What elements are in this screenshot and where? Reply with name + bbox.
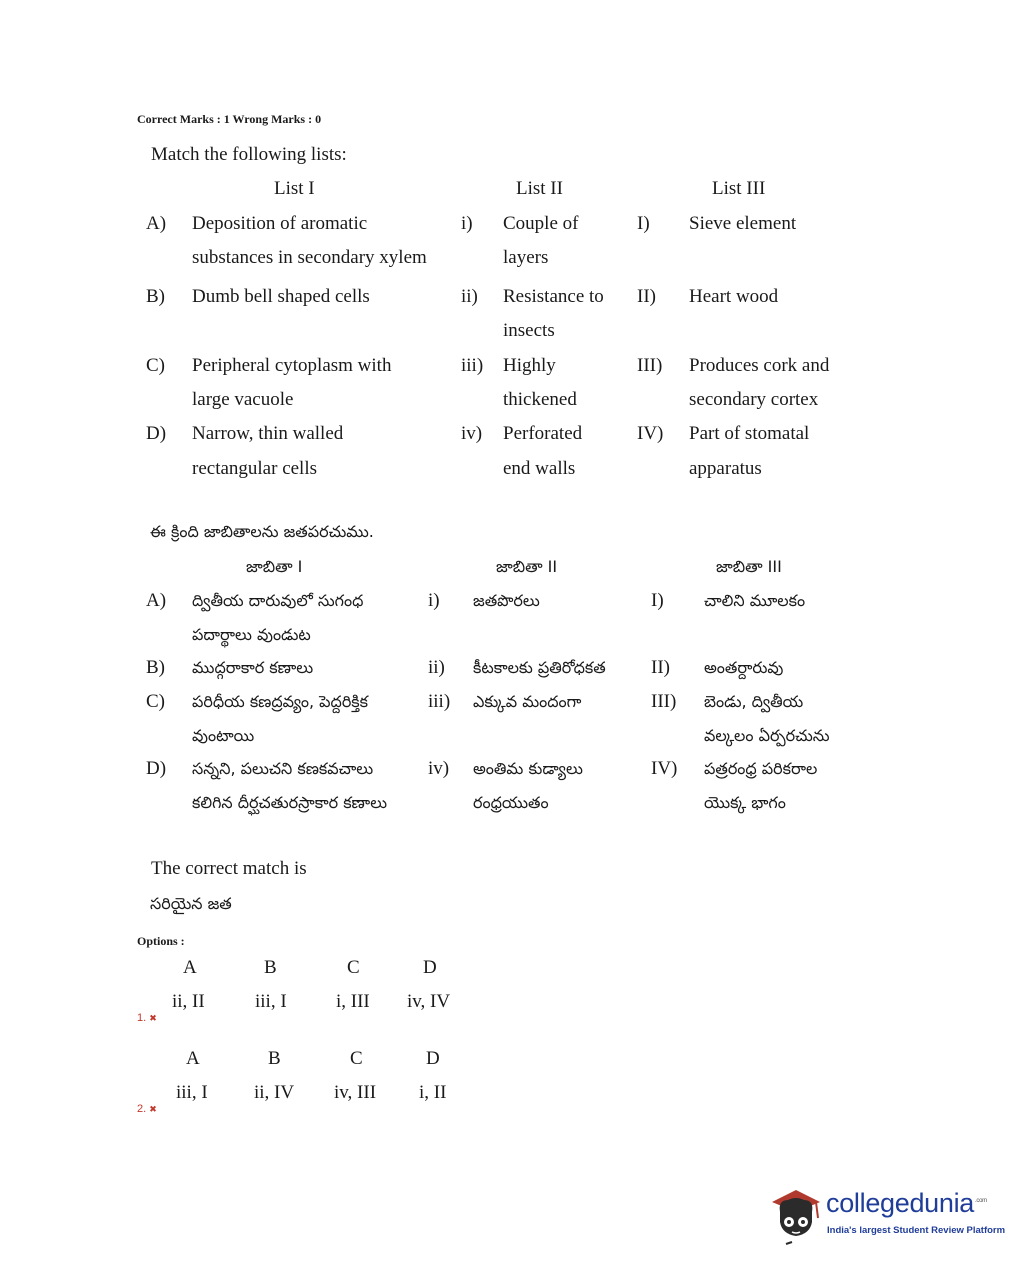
options-label: Options : xyxy=(137,934,185,948)
row-key: A) xyxy=(146,213,167,234)
option-2-value-b: ii, IV xyxy=(254,1082,295,1103)
list-3-text-telugu: పత్రరంధ్ర పరికరాల xyxy=(704,759,818,778)
row-key: D) xyxy=(146,423,167,444)
list-2-text: thickened xyxy=(503,389,577,410)
list-2-header: List II xyxy=(516,178,563,199)
answer-prompt: The correct match is xyxy=(151,858,307,879)
option-1-value-a: ii, II xyxy=(172,991,205,1012)
list-1-text-telugu: ద్వితీయ దారువులో సుగంధ xyxy=(192,591,364,610)
list-3-text-telugu: యొక్క భాగం xyxy=(704,793,786,812)
list-3-key: IV) xyxy=(637,423,664,444)
list-3-text: secondary cortex xyxy=(689,389,819,410)
answer-prompt-telugu: సరియైన జత xyxy=(150,894,232,913)
list-3-text: apparatus xyxy=(689,458,762,479)
list-3-text-telugu: అంతర్దారువు xyxy=(704,658,784,677)
option-2-value-a: iii, I xyxy=(176,1082,208,1103)
option-1-value-c: i, III xyxy=(336,991,370,1012)
option-1-header-a: A xyxy=(183,957,197,978)
list-2-text-telugu: అంతిమ కుడ్యాలు xyxy=(473,759,583,778)
list-3-text: Part of stomatal xyxy=(689,423,810,444)
list-2-text: layers xyxy=(503,247,549,268)
list-2-key: ii) xyxy=(461,286,478,307)
list-3-text: Sieve element xyxy=(689,213,797,234)
list-2-header-telugu: జాబితా II xyxy=(496,557,558,576)
list-1-text-telugu: సన్నని, పలుచని కణకవచాలు xyxy=(192,759,374,778)
option-1-number: 1. xyxy=(137,1012,147,1024)
list-1-text: substances in secondary xylem xyxy=(192,247,427,268)
list-2-key: ii) xyxy=(428,657,445,678)
option-2-header-b: B xyxy=(268,1048,281,1069)
list-3-text-telugu: చాలిని మూలకం xyxy=(704,591,806,610)
list-3-key: II) xyxy=(637,286,656,307)
list-1-text: Peripheral cytoplasm with xyxy=(192,355,392,376)
list-2-key: iv) xyxy=(461,423,483,444)
list-2-key: i) xyxy=(428,590,440,611)
list-1-text-telugu: పరిధీయ కణద్రవ్యం, పెద్దరిక్తిక xyxy=(192,692,369,711)
option-2-marker[interactable] xyxy=(137,1103,157,1115)
option-2-number: 2. xyxy=(137,1103,147,1115)
list-3-key: III) xyxy=(651,691,677,712)
list-2-text: Perforated xyxy=(503,423,583,444)
list-1-text: Narrow, thin walled xyxy=(192,423,344,444)
row-key: B) xyxy=(146,286,165,307)
option-1-marker[interactable] xyxy=(137,1012,157,1024)
list-2-text-telugu: రంధ్రయుతం xyxy=(473,793,549,812)
list-1-text-telugu: ముద్గరాకార కణాలు xyxy=(192,658,314,677)
list-3-key: III) xyxy=(637,355,663,376)
list-1-header: List I xyxy=(274,178,315,199)
row-key: B) xyxy=(146,657,165,678)
list-3-text-telugu: వల్కలం ఏర్పరచును xyxy=(704,726,830,745)
list-2-text-telugu: ఎక్కువ మందంగా xyxy=(473,692,582,711)
cross-icon: ✖ xyxy=(149,1104,157,1114)
marks-info: Correct Marks : 1 Wrong Marks : 0 xyxy=(137,112,322,126)
list-3-text: Produces cork and xyxy=(689,355,830,376)
list-2-text: insects xyxy=(503,320,555,341)
list-1-text-telugu: పదార్థాలు వుండుట xyxy=(192,625,311,644)
option-1-value-d: iv, IV xyxy=(407,991,451,1012)
row-key: C) xyxy=(146,691,165,712)
list-3-header: List III xyxy=(712,178,766,199)
list-2-text: Resistance to xyxy=(503,286,604,307)
list-3-key: I) xyxy=(651,590,664,611)
list-1-text: Deposition of aromatic xyxy=(192,213,368,234)
brand-tagline: India's largest Student Review Platform xyxy=(827,1225,1006,1236)
question-prompt-telugu: ఈ క్రింది జాబితాలను జతపరచుము. xyxy=(150,522,374,541)
list-2-key: iv) xyxy=(428,758,450,779)
list-1-text-telugu: వుంటాయి xyxy=(192,726,255,745)
option-2-value-d: i, II xyxy=(419,1082,447,1103)
list-2-key: i) xyxy=(461,213,473,234)
list-2-text-telugu: జతపొరలు xyxy=(473,591,540,610)
list-2-key: iii) xyxy=(428,691,451,712)
list-2-key: iii) xyxy=(461,355,484,376)
option-2-header-a: A xyxy=(186,1048,200,1069)
brand-name[interactable]: collegedunia$^{.com}$ xyxy=(826,1188,987,1218)
list-2-text-telugu: కీటకాలకు ప్రతిరోధకత xyxy=(473,658,606,677)
option-1-header-d: D xyxy=(423,957,437,978)
option-2-header-d: D xyxy=(426,1048,440,1069)
row-key: C) xyxy=(146,355,165,376)
list-3-key: II) xyxy=(651,657,670,678)
mascot-logo-icon xyxy=(766,1178,826,1248)
option-1-header-b: B xyxy=(264,957,277,978)
list-3-key: IV) xyxy=(651,758,678,779)
option-1-header-c: C xyxy=(347,957,360,978)
list-3-header-telugu: జాబితా III xyxy=(716,557,782,576)
question-prompt: Match the following lists: xyxy=(151,144,347,165)
list-1-text: Dumb bell shaped cells xyxy=(192,286,370,307)
list-1-text: large vacuole xyxy=(192,389,294,410)
list-3-key: I) xyxy=(637,213,650,234)
cross-icon: ✖ xyxy=(149,1013,157,1023)
list-1-text: rectangular cells xyxy=(192,458,318,479)
option-2-header-c: C xyxy=(350,1048,363,1069)
list-1-header-telugu: జాబితా I xyxy=(246,557,303,576)
list-2-text: end walls xyxy=(503,458,576,479)
option-2-value-c: iv, III xyxy=(334,1082,377,1103)
option-1-value-b: iii, I xyxy=(255,991,287,1012)
row-key: D) xyxy=(146,758,167,779)
list-2-text: Highly xyxy=(503,355,556,376)
list-3-text-telugu: బెండు, ద్వితీయ xyxy=(704,692,804,711)
list-3-text: Heart wood xyxy=(689,286,779,307)
row-key: A) xyxy=(146,590,167,611)
list-2-text: Couple of xyxy=(503,213,579,234)
list-1-text-telugu: కలిగిన దీర్ఘచతురస్రాకార కణాలు xyxy=(192,793,388,812)
